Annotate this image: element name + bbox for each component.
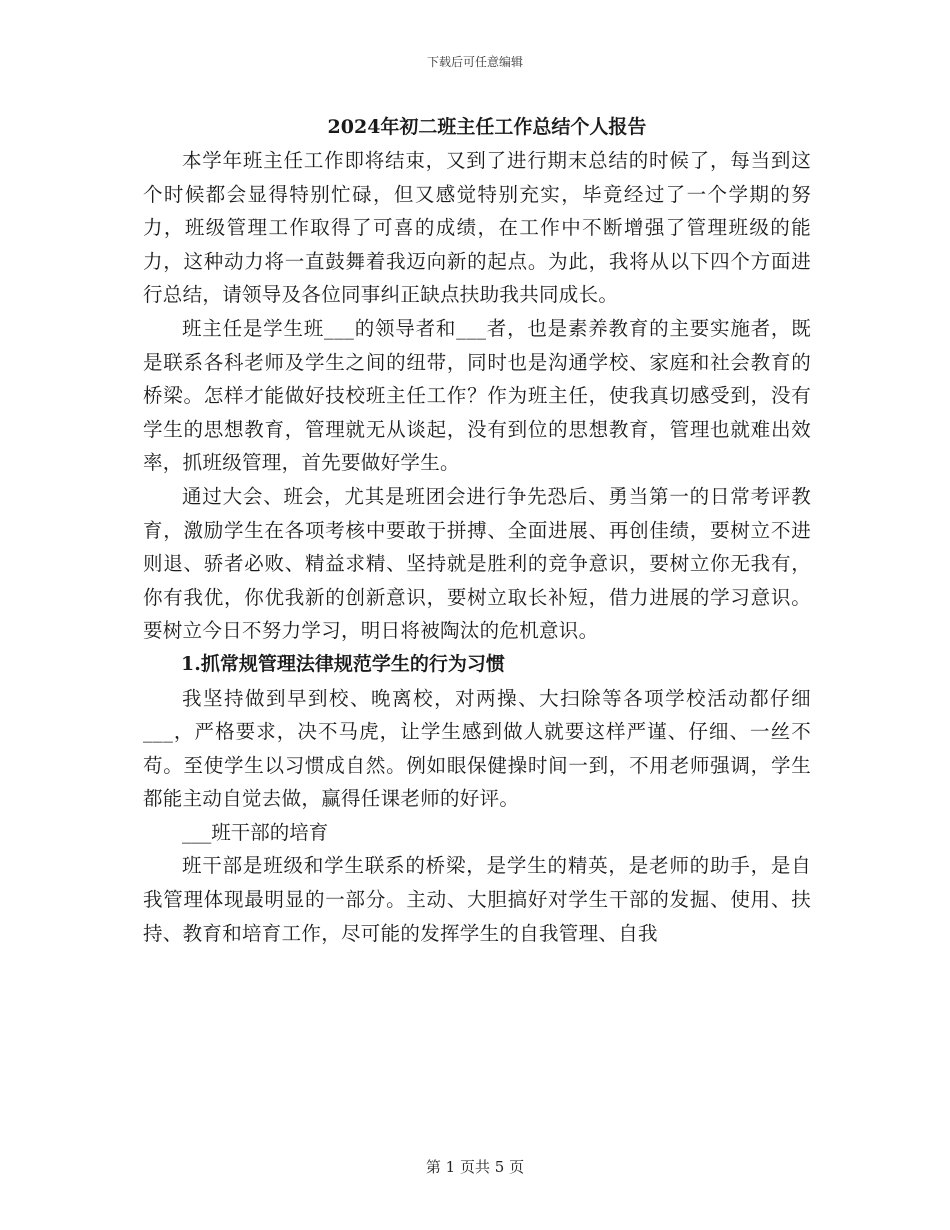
paragraph-role: 班主任是学生班___的领导者和___者，也是素养教育的主要实施者，既是联系各科老师及学生之间的纽带，同时也是沟通学校、家庭和社会教育的桥梁。怎样才能做好技校班主任工作？作为班主任，使我真切感受到，没有学生的思想教育，管理就无从谈起，没有到位的思想教育，管理也就难出效率，抓班级管理，首先要做好学生。 bbox=[143, 316, 811, 475]
paragraph-meetings: 通过大会、班会，尤其是班团会进行争先恐后、勇当第一的日常考评教育，激励学生在各项考核中要敢于拼搏、全面进展、再创佳绩，要树立不进则退、骄者必败、精益求精、坚持就是胜利的竞争意识，要树立你无我有，你有我优，你优我新的创新意识，要树立取长补短，借力进展的学习意识。要树立今日不努力学习，明日将被陶汰的危机意识。 bbox=[143, 484, 811, 643]
header-note: 下载后可任意编辑 bbox=[426, 55, 523, 69]
document-title: 2024年初二班主任工作总结个人报告 bbox=[327, 116, 647, 138]
section-heading-routine-management: 1.抓常规管理法律规范学生的行为习惯 bbox=[181, 652, 505, 675]
document-body bbox=[143, 112, 811, 950]
paragraph-class-cadres: 班干部是班级和学生联系的桥梁，是学生的精英，是老师的助手，是自我管理体现最明显的一部分。主动、大胆搞好对学生干部的发掘、使用、扶持、教育和培育工作，尽可能的发挥学生的自我管理、自我 bbox=[143, 854, 811, 945]
page-number: 第 1 页共 5 页 bbox=[425, 1158, 525, 1176]
section-heading-class-cadres: ___班干部的培育 bbox=[182, 820, 329, 844]
paragraph-intro: 本学年班主任工作即将结束，又到了进行期末总结的时候了，每当到这个时候都会显得特别忙碌，但又感觉特别充实，毕竟经过了一个学期的努力，班级管理工作取得了可喜的成绩，在工作中不断增强了管理班级的能力，这种动力将一直鼓舞着我迈向新的起点。为此，我将从以下四个方面进行总结，请领导及各位同事纠正缺点扶助我共同成长。 bbox=[143, 149, 811, 307]
paragraph-routine-management: 我坚持做到早到校、晚离校，对两操、大扫除等各项学校活动都仔细___，严格要求，决不马虎，让学生感到做人就要这样严谨、仔细、一丝不苟。至使学生以习惯成自然。例如眼保健操时间一到，不用老师强调，学生都能主动自觉去做，赢得任课老师的好评。 bbox=[143, 686, 811, 811]
